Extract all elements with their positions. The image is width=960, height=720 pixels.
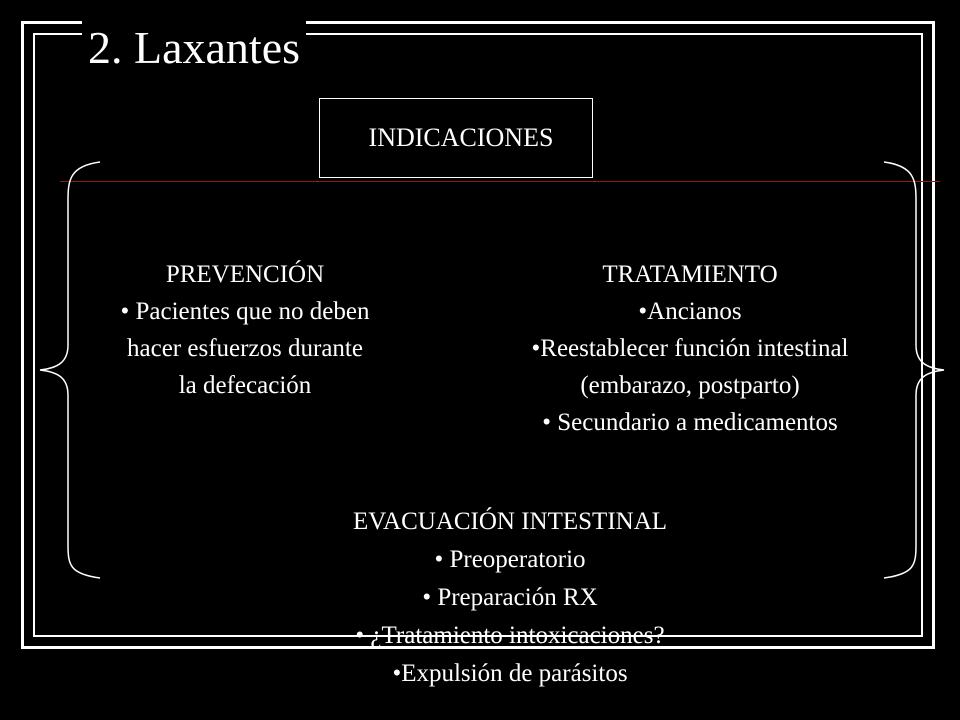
prevention-line: la defecación bbox=[178, 372, 312, 399]
prevention-heading: PREVENCIÓN bbox=[165, 261, 325, 288]
treatment-block bbox=[460, 256, 920, 441]
treatment-line: •Reestablecer función intestinal bbox=[531, 335, 849, 362]
evacuation-line: • Preoperatorio bbox=[434, 546, 586, 573]
slide-title: 2. Laxantes bbox=[82, 18, 306, 78]
treatment-line: (embarazo, postparto) bbox=[580, 372, 800, 399]
evacuation-line: • Preparación RX bbox=[422, 584, 598, 611]
indications-box: INDICACIONES bbox=[319, 98, 593, 178]
evacuation-line: •Expulsión de parásitos bbox=[392, 660, 628, 687]
treatment-line: • Secundario a medicamentos bbox=[542, 409, 838, 436]
evacuation-heading: EVACUACIÓN INTESTINAL bbox=[352, 508, 668, 535]
treatment-line: •Ancianos bbox=[638, 298, 742, 325]
prevention-block bbox=[70, 256, 420, 404]
prevention-line: hacer esfuerzos durante bbox=[127, 335, 363, 362]
evacuation-line: • ¿Tratamiento intoxicaciones? bbox=[355, 622, 665, 649]
evacuation-block bbox=[260, 503, 760, 693]
prevention-line: • Pacientes que no deben bbox=[120, 298, 370, 325]
treatment-heading: TRATAMIENTO bbox=[602, 261, 778, 288]
